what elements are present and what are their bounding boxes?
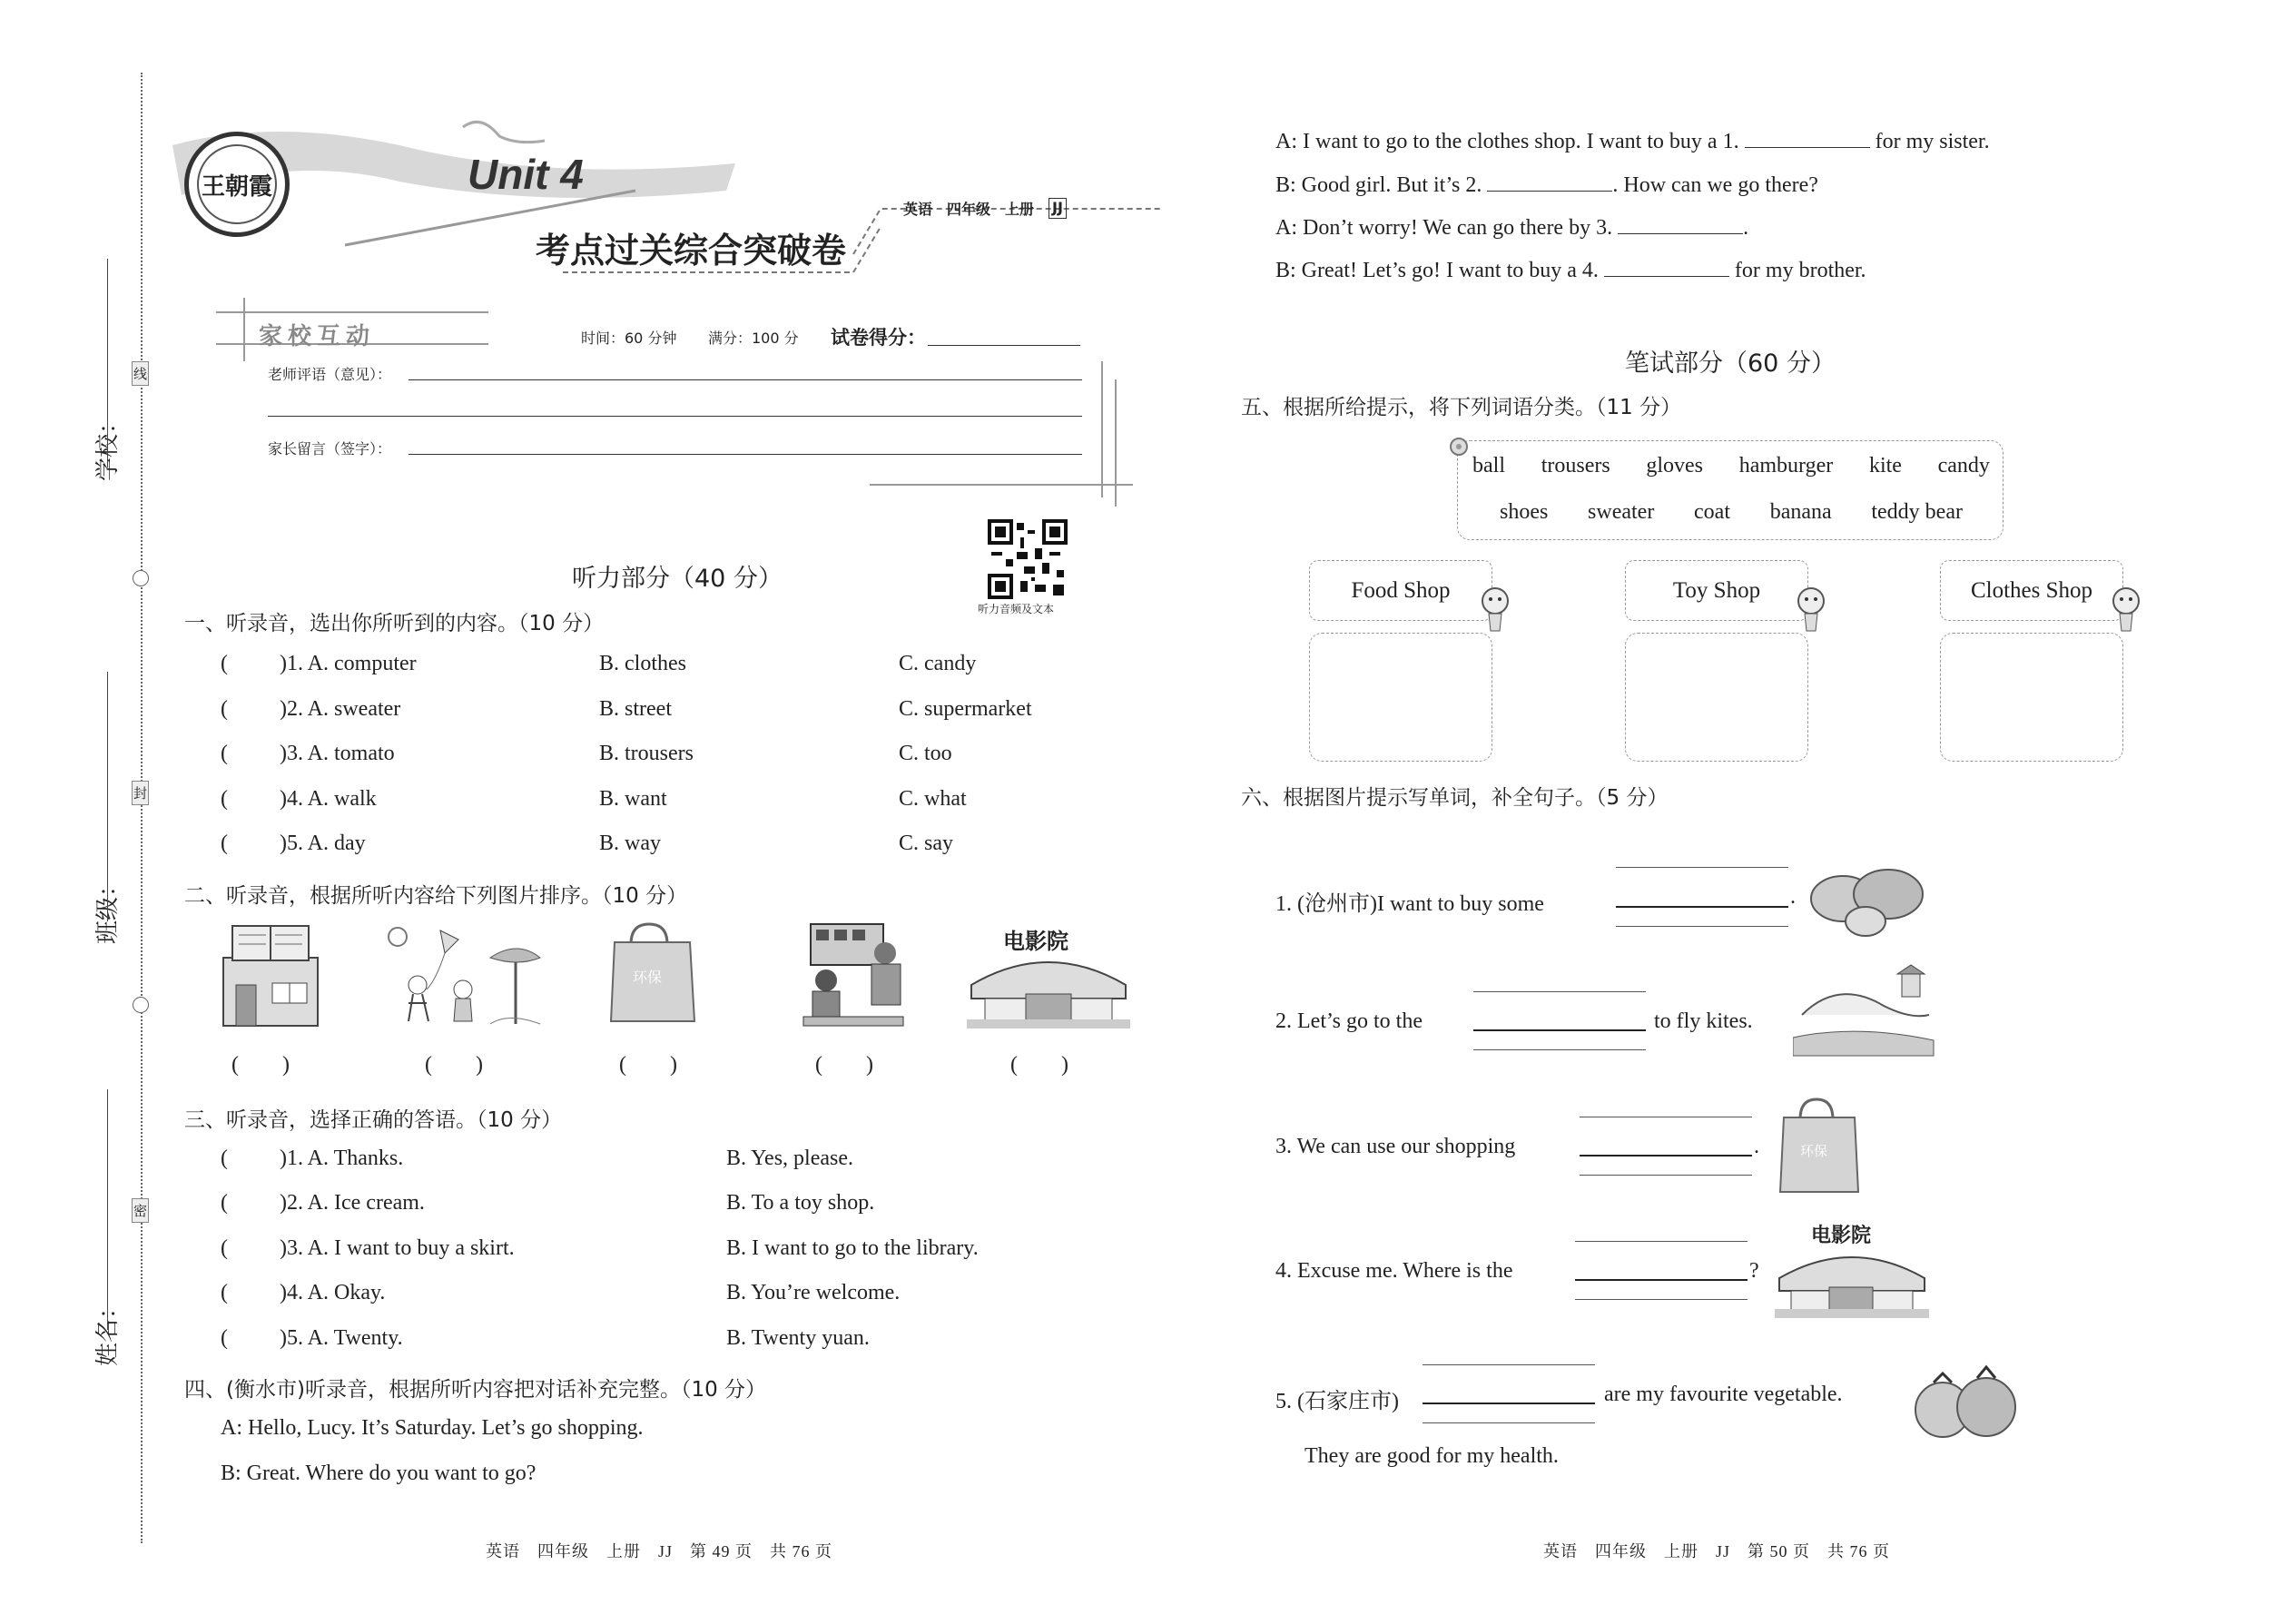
toy-shop-label: Toy Shop	[1625, 560, 1808, 621]
park-picture	[1793, 960, 1938, 1060]
food-shop-answer-box[interactable]	[1309, 633, 1492, 762]
q2-answer-blank-1[interactable]: ( )	[231, 1053, 290, 1077]
computer-kids-picture	[794, 917, 912, 1030]
q2-answer-blank-3[interactable]: ( )	[619, 1053, 677, 1077]
writing-guide-line	[1423, 1364, 1595, 1365]
clothes-shop-label: Clothes Shop	[1940, 560, 2123, 621]
answer-line-3[interactable]	[1580, 1155, 1752, 1156]
dialog-line-2	[1275, 172, 1818, 198]
q6-item-1-text: 1. (沧州市)I want to buy some	[1275, 892, 1544, 916]
word: hamburger	[1738, 454, 1834, 477]
dialog-line-4	[1275, 258, 1866, 283]
answer-paren[interactable]: (	[221, 832, 228, 855]
cinema-picture	[1775, 1216, 1929, 1321]
word-bank-row-1	[1472, 454, 1990, 478]
seal-mark: 密	[132, 1198, 149, 1223]
full-score: 满分：100 分	[708, 330, 799, 347]
q1-item-2: )2. A. sweater	[280, 697, 401, 721]
q6-item-3-end: .	[1754, 1135, 1759, 1158]
dialog-text: B: Good girl. But it’s 2.	[1275, 173, 1482, 197]
q4-title: 四、(衡水市)听录音，根据所听内容把对话补充完整。（10 分）	[184, 1378, 767, 1402]
parent-message-field[interactable]	[409, 454, 1082, 455]
q6-item-3-text: 3. We can use our shopping	[1275, 1135, 1516, 1158]
q3-item-5-a: )5. A. Twenty.	[280, 1326, 403, 1350]
word: kite	[1868, 454, 1902, 477]
binding-dotted-line	[141, 73, 143, 1543]
library-building-picture	[216, 921, 325, 1030]
tag-edition: JJ	[1049, 198, 1067, 219]
answer-paren[interactable]: (	[221, 1236, 228, 1260]
answer-line-4[interactable]	[1575, 1279, 1748, 1281]
q3-item-4-b: B. You’re welcome.	[726, 1281, 901, 1304]
q1-item-4-c: C. what	[899, 787, 967, 811]
q1-item-2-b: B. street	[599, 697, 672, 721]
cartoon-mascot-icon	[1472, 581, 1518, 635]
toy-shop-answer-box[interactable]	[1625, 633, 1808, 762]
word: candy	[1937, 454, 1990, 477]
food-shop-label: Food Shop	[1309, 560, 1492, 621]
qr-code[interactable]	[988, 519, 1068, 599]
dialog-text: . How can we go there?	[1612, 173, 1818, 197]
q1-item-3: )3. A. tomato	[280, 742, 395, 765]
listening-title: 听力部分（40 分）	[572, 565, 783, 593]
q1-item-5-c: C. say	[899, 832, 953, 855]
cartoon-mascot-icon	[2103, 581, 2149, 635]
answer-paren[interactable]: (	[221, 652, 228, 675]
dialog-text: B: Great! Let’s go! I want to buy a 4.	[1275, 259, 1599, 282]
clothes-shop-answer-box[interactable]	[1940, 633, 2123, 762]
writing-title: 笔试部分（60 分）	[1625, 349, 1836, 378]
score-label: 试卷得分：	[831, 327, 926, 349]
word: banana	[1769, 500, 1832, 524]
paper-subtitle: 考点过关综合突破卷	[536, 230, 847, 271]
dialog-text: for my sister.	[1875, 130, 1990, 153]
q1-item-4-b: B. want	[599, 787, 667, 811]
writing-guide-line	[1580, 1175, 1752, 1176]
q3-item-2-a: )2. A. Ice cream.	[280, 1191, 425, 1215]
q3-item-3-a: )3. A. I want to buy a skirt.	[280, 1236, 515, 1260]
word: shoes	[1500, 500, 1549, 524]
logo-seal	[184, 132, 290, 237]
answer-line-5[interactable]	[1423, 1403, 1595, 1404]
answer-blank-4[interactable]	[1604, 258, 1729, 277]
dialog-text: A: I want to go to the clothes shop. I want to buy a 1.	[1275, 130, 1739, 153]
word: coat	[1694, 500, 1730, 524]
logo-text: 王朝霞	[201, 172, 272, 201]
answer-paren[interactable]: (	[221, 1326, 228, 1350]
q3-item-1-b: B. Yes, please.	[726, 1147, 854, 1170]
q6-item-4-end: ?	[1749, 1259, 1759, 1283]
seal-mark: 封	[132, 781, 149, 805]
cartoon-mascot-icon	[1788, 581, 1834, 635]
q2-answer-blank-2[interactable]: ( )	[425, 1053, 483, 1077]
word: ball	[1472, 454, 1505, 477]
q1-title: 一、听录音，选出你所听到的内容。（10 分）	[184, 612, 605, 635]
qr-caption: 听力音频及文本	[978, 603, 1055, 615]
q1-item-5: )5. A. day	[280, 832, 366, 855]
park-kite-picture	[372, 917, 545, 1030]
potatoes-picture	[1807, 862, 1934, 944]
q3-title: 三、听录音，选择正确的答语。（10 分）	[184, 1108, 563, 1132]
unit-title: Unit 4	[468, 151, 584, 198]
writing-guide-line	[1575, 1299, 1748, 1300]
writing-guide-line	[1423, 1422, 1595, 1423]
name-line	[107, 1089, 108, 1330]
bag-text: 环保	[633, 969, 663, 986]
word-bank-row-2	[1500, 500, 1963, 525]
dialog-text: .	[1743, 216, 1749, 240]
tag-term: 上册	[1005, 201, 1035, 218]
flower-icon	[1446, 434, 1472, 459]
q3-item-2-b: B. To a toy shop.	[726, 1191, 875, 1215]
shopping-bag-picture	[1775, 1094, 1866, 1198]
answer-paren[interactable]: (	[221, 697, 228, 721]
parent-message-label: 家长留言（签字）：	[268, 440, 392, 458]
q6-item-5-text: 5. (石家庄市)	[1275, 1390, 1399, 1413]
answer-blank-3[interactable]	[1618, 215, 1743, 234]
school-label: 学校：	[94, 409, 122, 481]
q2-title: 二、听录音，根据所听内容给下列图片排序。（10 分）	[184, 884, 688, 908]
q5-title: 五、根据所给提示，将下列词语分类。（11 分）	[1241, 396, 1682, 419]
name-label: 姓名：	[94, 1294, 122, 1366]
edition-tags	[903, 198, 1067, 219]
q6-extra-line: They are good for my health.	[1305, 1444, 1559, 1468]
teacher-comment-label: 老师评语（意见）：	[268, 366, 392, 383]
q3-item-4-a: )4. A. Okay.	[280, 1281, 386, 1304]
q6-item-5-end: are my favourite vegetable.	[1604, 1383, 1843, 1406]
q6-item-1-end: .	[1790, 885, 1796, 909]
class-label: 班级：	[94, 872, 122, 944]
school-line	[107, 259, 108, 468]
answer-blank-1[interactable]	[1745, 129, 1870, 148]
writing-guide-line	[1473, 991, 1646, 992]
q6-item-4-text: 4. Excuse me. Where is the	[1275, 1259, 1513, 1283]
dialog-line-3	[1275, 215, 1748, 241]
word: sweater	[1588, 500, 1655, 524]
q1-item-5-b: B. way	[599, 832, 661, 855]
q4-line-2: B: Great. Where do you want to go?	[221, 1462, 537, 1485]
teacher-comment-field-2[interactable]	[268, 416, 1082, 417]
q3-item-1-a: )1. A. Thanks.	[280, 1147, 404, 1170]
cinema-picture	[967, 921, 1130, 1030]
seal-mark: 线	[132, 361, 149, 386]
writing-guide-line	[1473, 1049, 1646, 1050]
q4-line-1: A: Hello, Lucy. It’s Saturday. Let’s go shopping.	[221, 1416, 644, 1440]
tag-grade: 四年级	[947, 201, 991, 218]
q1-item-3-c: C. too	[899, 742, 952, 765]
answer-line-1[interactable]	[1616, 906, 1788, 908]
answer-paren[interactable]: (	[221, 787, 228, 811]
writing-guide-line	[1575, 1241, 1748, 1242]
binding-circle	[133, 997, 149, 1013]
q1-item-1-b: B. clothes	[599, 652, 686, 675]
answer-paren[interactable]: (	[221, 1281, 228, 1304]
dialog-line-1	[1275, 129, 1990, 154]
answer-paren[interactable]: (	[221, 1147, 228, 1170]
q6-item-2-end: to fly kites.	[1654, 1009, 1753, 1033]
q1-item-3-b: B. trousers	[599, 742, 694, 765]
writing-guide-line	[1616, 867, 1788, 868]
class-line	[107, 672, 108, 921]
word: trousers	[1541, 454, 1610, 477]
q1-item-1-c: C. candy	[899, 652, 977, 675]
binding-circle	[133, 570, 149, 586]
word: gloves	[1646, 454, 1704, 477]
bag-text: 环保	[1800, 1143, 1828, 1159]
cinema-sign: 电影院	[1811, 1225, 1872, 1247]
tag-subject: 英语	[903, 201, 933, 218]
time-info: 时间：60 分钟	[581, 330, 677, 347]
cinema-sign: 电影院	[1003, 929, 1068, 954]
teacher-comment-field[interactable]	[409, 379, 1082, 380]
interaction-title: 家校互动	[259, 323, 376, 350]
answer-line-2[interactable]	[1473, 1029, 1646, 1031]
answer-blank-2[interactable]	[1487, 172, 1612, 192]
answer-paren[interactable]: (	[221, 742, 228, 765]
answer-paren[interactable]: (	[221, 1191, 228, 1215]
word: teddy bear	[1871, 500, 1963, 524]
q3-item-3-b: B. I want to go to the library.	[726, 1236, 979, 1260]
q1-item-1: )1. A. computer	[280, 652, 417, 675]
q2-answer-blank-5[interactable]: ( )	[1010, 1053, 1068, 1077]
q6-item-2-text: 2. Let’s go to the	[1275, 1009, 1423, 1033]
footer-left: 英语 四年级 上册 JJ 第 49 页 共 76 页	[486, 1542, 833, 1560]
tomatoes-picture	[1906, 1360, 2024, 1446]
footer-right: 英语 四年级 上册 JJ 第 50 页 共 76 页	[1543, 1542, 1891, 1560]
q6-title: 六、根据图片提示写单词，补全句子。（5 分）	[1241, 786, 1669, 810]
shopping-bag-picture	[604, 917, 704, 1030]
q3-item-5-b: B. Twenty yuan.	[726, 1326, 870, 1350]
q2-answer-blank-4[interactable]: ( )	[815, 1053, 873, 1077]
q1-item-2-c: C. supermarket	[899, 697, 1032, 721]
dialog-text: for my brother.	[1734, 259, 1866, 282]
writing-guide-line	[1616, 926, 1788, 927]
q1-item-4: )4. A. walk	[280, 787, 377, 811]
score-field[interactable]	[928, 345, 1080, 346]
dialog-text: A: Don’t worry! We can go there by 3.	[1275, 216, 1613, 240]
